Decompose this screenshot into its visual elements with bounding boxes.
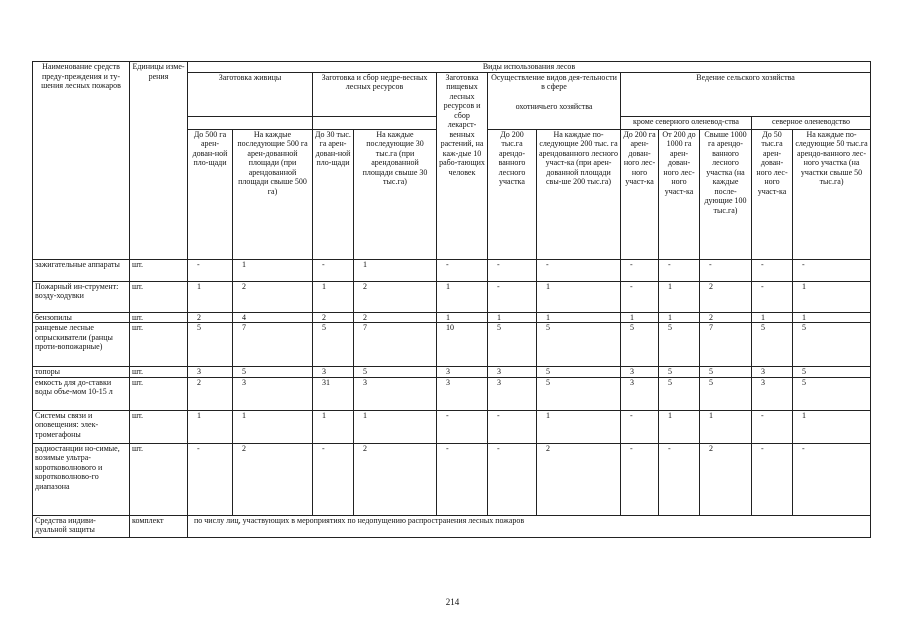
table-row bbox=[33, 410, 871, 443]
table-cell: 1 bbox=[437, 312, 488, 323]
table-cell: 3 bbox=[621, 367, 659, 378]
table-cell: 1 bbox=[793, 312, 871, 323]
table-cell: 2 bbox=[700, 281, 752, 312]
subheader-krome-3: Свыше 1000 га арендо-ванного лесного участка (на каждые после-дующие 100 тыс.га) bbox=[700, 129, 752, 259]
header-selskoe: Ведение сельского хозяйства bbox=[621, 72, 871, 116]
table-cell: 3 bbox=[233, 377, 313, 410]
table-cell: 1 bbox=[793, 410, 871, 443]
row-name: топоры bbox=[33, 367, 130, 378]
table-cell: 5 bbox=[188, 323, 233, 367]
subheader-nedrevesnye-1: До 30 тыс. га арен-дован-ной пло-щади bbox=[313, 129, 354, 259]
table-cell: 2 bbox=[700, 312, 752, 323]
table-cell: - bbox=[752, 259, 793, 281]
subheader-zhivitsa-2: На каждые последующие 500 га арен-дованной площади (при арендованной площади свыше 500 га) bbox=[233, 129, 313, 259]
row-name: ранцевые лесные опрыскиватели (ранцы проти-вопожарные) bbox=[33, 323, 130, 367]
table-cell: - bbox=[488, 259, 537, 281]
table-cell: - bbox=[488, 281, 537, 312]
table-cell: - bbox=[313, 443, 354, 515]
header-okhota-line2: охотничьего хозяйства bbox=[515, 101, 593, 111]
table-cell: 5 bbox=[793, 377, 871, 410]
table-cell: 10 bbox=[437, 323, 488, 367]
subheader-krome-2: От 200 до 1000 га арен-дован-ного лес-ного участ-ка bbox=[659, 129, 700, 259]
table-cell: 5 bbox=[488, 323, 537, 367]
row-name: зажигательные аппараты bbox=[33, 259, 130, 281]
header-pischevye: Заготовка пищевых лесных ресурсов и сбор лекарст-венных растений, на каж-дые 10 рабо-тающих человек bbox=[437, 72, 488, 259]
row-name: емкость для до-ставки воды объе-мом 10-15 л bbox=[33, 377, 130, 410]
table-cell: - bbox=[488, 410, 537, 443]
table-cell: 5 bbox=[354, 367, 437, 378]
table-cell: 5 bbox=[752, 323, 793, 367]
table-cell: - bbox=[437, 443, 488, 515]
table-cell: 5 bbox=[700, 367, 752, 378]
norms-table-container bbox=[32, 61, 871, 538]
table-cell: 1 bbox=[659, 281, 700, 312]
table-cell: 1 bbox=[354, 259, 437, 281]
table-cell: - bbox=[313, 259, 354, 281]
table-cell: 2 bbox=[354, 443, 437, 515]
table-cell: 3 bbox=[488, 367, 537, 378]
table-cell: - bbox=[793, 443, 871, 515]
table-row bbox=[33, 443, 871, 515]
header-forest-use-types: Виды использования лесов bbox=[188, 62, 871, 73]
table-cell: 3 bbox=[437, 367, 488, 378]
table-cell: 1 bbox=[621, 312, 659, 323]
header-name: Наименование средств преду-преждения и ту-шения лесных пожаров bbox=[33, 62, 130, 260]
table-cell: 1 bbox=[537, 410, 621, 443]
table-cell: - bbox=[621, 281, 659, 312]
table-cell: 7 bbox=[354, 323, 437, 367]
table-cell: 5 bbox=[537, 367, 621, 378]
subheader-okhota-1: До 200 тыс.га арендо-ванного лесного участка bbox=[488, 129, 537, 259]
table-cell: 5 bbox=[233, 367, 313, 378]
table-cell: 1 bbox=[313, 281, 354, 312]
table-cell: 2 bbox=[700, 443, 752, 515]
table-cell: 3 bbox=[621, 377, 659, 410]
table-cell: 5 bbox=[700, 377, 752, 410]
table-cell: 2 bbox=[233, 443, 313, 515]
table-cell: 3 bbox=[752, 367, 793, 378]
table-cell: 2 bbox=[354, 312, 437, 323]
row-name: Системы связи и оповещения: элек-тромегафоны bbox=[33, 410, 130, 443]
table-row bbox=[33, 367, 871, 378]
table-cell: - bbox=[752, 281, 793, 312]
table-cell: 5 bbox=[793, 323, 871, 367]
header-zhivitsa-spacer bbox=[188, 116, 313, 129]
header-nedrevesnye: Заготовка и сбор недре-весных лесных ресурсов bbox=[313, 72, 437, 116]
table-cell: 5 bbox=[537, 323, 621, 367]
table-cell: 1 bbox=[700, 410, 752, 443]
table-cell: 3 bbox=[188, 367, 233, 378]
row-unit: шт. bbox=[130, 281, 188, 312]
header-row-1 bbox=[33, 62, 871, 73]
table-cell: 1 bbox=[233, 410, 313, 443]
row-unit: шт. bbox=[130, 410, 188, 443]
subheader-okhota-2: На каждые по-следующие 200 тыс. га арендованного лесного участ-ка (при арен-дованной площади свы-ше 200 тыс.га) bbox=[537, 129, 621, 259]
table-cell: 1 bbox=[793, 281, 871, 312]
table-cell: 1 bbox=[188, 410, 233, 443]
subheader-zhivitsa-1: До 500 га арен-дован-ной пло-щади bbox=[188, 129, 233, 259]
header-zhivitsa: Заготовка живицы bbox=[188, 72, 313, 116]
header-severnoe: северное оленеводство bbox=[752, 116, 871, 129]
table-row bbox=[33, 377, 871, 410]
table-cell: 5 bbox=[313, 323, 354, 367]
table-cell: 2 bbox=[313, 312, 354, 323]
table-cell: - bbox=[188, 443, 233, 515]
table-cell: 2 bbox=[233, 281, 313, 312]
row-name: Средства индиви-дуальной защиты bbox=[33, 515, 130, 537]
table-cell: 3 bbox=[313, 367, 354, 378]
ppe-note: по числу лиц, участвующих в мероприятиях по недопущению распространения лесных пожаров bbox=[188, 515, 871, 537]
table-cell: - bbox=[793, 259, 871, 281]
table-cell: 5 bbox=[621, 323, 659, 367]
table-cell: - bbox=[659, 259, 700, 281]
table-cell: 3 bbox=[354, 377, 437, 410]
table-cell: 3 bbox=[752, 377, 793, 410]
table-row bbox=[33, 259, 871, 281]
table-cell: 5 bbox=[659, 323, 700, 367]
table-cell: 1 bbox=[354, 410, 437, 443]
table-cell: - bbox=[188, 259, 233, 281]
table-cell: 1 bbox=[659, 410, 700, 443]
row-unit: комплект bbox=[130, 515, 188, 537]
table-cell: 1 bbox=[659, 312, 700, 323]
table-cell: 1 bbox=[233, 259, 313, 281]
table-cell: - bbox=[621, 410, 659, 443]
table-cell: 5 bbox=[659, 377, 700, 410]
row-unit: шт. bbox=[130, 312, 188, 323]
table-cell: - bbox=[537, 259, 621, 281]
table-cell: 5 bbox=[793, 367, 871, 378]
table-cell: 7 bbox=[233, 323, 313, 367]
row-unit: шт. bbox=[130, 367, 188, 378]
table-row bbox=[33, 312, 871, 323]
page-number: 214 bbox=[445, 597, 460, 607]
row-unit: шт. bbox=[130, 323, 188, 367]
table-cell: 2 bbox=[354, 281, 437, 312]
row-unit: шт. bbox=[130, 443, 188, 515]
subheader-severnoe-1: До 50 тыс.га арен-дован-ного лес-ного участ-ка bbox=[752, 129, 793, 259]
subheader-krome-1: До 200 га арен-дован-ного лес-ного участ-ка bbox=[621, 129, 659, 259]
table-cell: - bbox=[488, 443, 537, 515]
table-cell: - bbox=[700, 259, 752, 281]
header-krome-severnogo: кроме северного оленевод-ства bbox=[621, 116, 752, 129]
table-cell: 1 bbox=[537, 281, 621, 312]
subheader-nedrevesnye-2: На каждые последующие 30 тыс.га (при арендованной площади свыше 30 тыс.га) bbox=[354, 129, 437, 259]
row-name: бензопилы bbox=[33, 312, 130, 323]
table-cell: - bbox=[621, 259, 659, 281]
fire-equipment-norms-table bbox=[32, 61, 871, 538]
table-cell: 5 bbox=[537, 377, 621, 410]
header-okhota bbox=[488, 72, 621, 129]
table-cell: 2 bbox=[537, 443, 621, 515]
table-cell: 1 bbox=[437, 281, 488, 312]
table-cell: 1 bbox=[313, 410, 354, 443]
table-cell: 3 bbox=[437, 377, 488, 410]
table-cell: - bbox=[437, 410, 488, 443]
table-cell: 2 bbox=[188, 377, 233, 410]
table-cell: 3 bbox=[488, 377, 537, 410]
table-cell: 5 bbox=[659, 367, 700, 378]
subheader-severnoe-2: На каждые по-следующие 50 тыс.га арендо-ванного лес-ного участка (на участки свыше 50 тыс.га) bbox=[793, 129, 871, 259]
table-row bbox=[33, 323, 871, 367]
header-okhota-line1: Осуществление видов дея-тельности в сфере bbox=[491, 72, 617, 91]
table-cell: 1 bbox=[537, 312, 621, 323]
table-cell: 4 bbox=[233, 312, 313, 323]
row-unit: шт. bbox=[130, 259, 188, 281]
table-cell: 1 bbox=[752, 312, 793, 323]
row-unit: шт. bbox=[130, 377, 188, 410]
table-cell: 1 bbox=[188, 281, 233, 312]
table-cell: - bbox=[752, 443, 793, 515]
row-name: радиостанции но-симые, возимые ультра-коротковолнового и коротковолново-го диапазона bbox=[33, 443, 130, 515]
table-cell: 31 bbox=[313, 377, 354, 410]
table-cell: 2 bbox=[188, 312, 233, 323]
table-row bbox=[33, 281, 871, 312]
table-cell: - bbox=[752, 410, 793, 443]
header-unit: Единицы изме-рения bbox=[130, 62, 188, 260]
table-cell: - bbox=[621, 443, 659, 515]
row-name: Пожарный ин-струмент: возду-ходувки bbox=[33, 281, 130, 312]
table-cell: - bbox=[659, 443, 700, 515]
table-row-ppe bbox=[33, 515, 871, 537]
table-cell: - bbox=[437, 259, 488, 281]
table-cell: 1 bbox=[488, 312, 537, 323]
header-nedrevesnye-spacer bbox=[313, 116, 437, 129]
table-cell: 7 bbox=[700, 323, 752, 367]
